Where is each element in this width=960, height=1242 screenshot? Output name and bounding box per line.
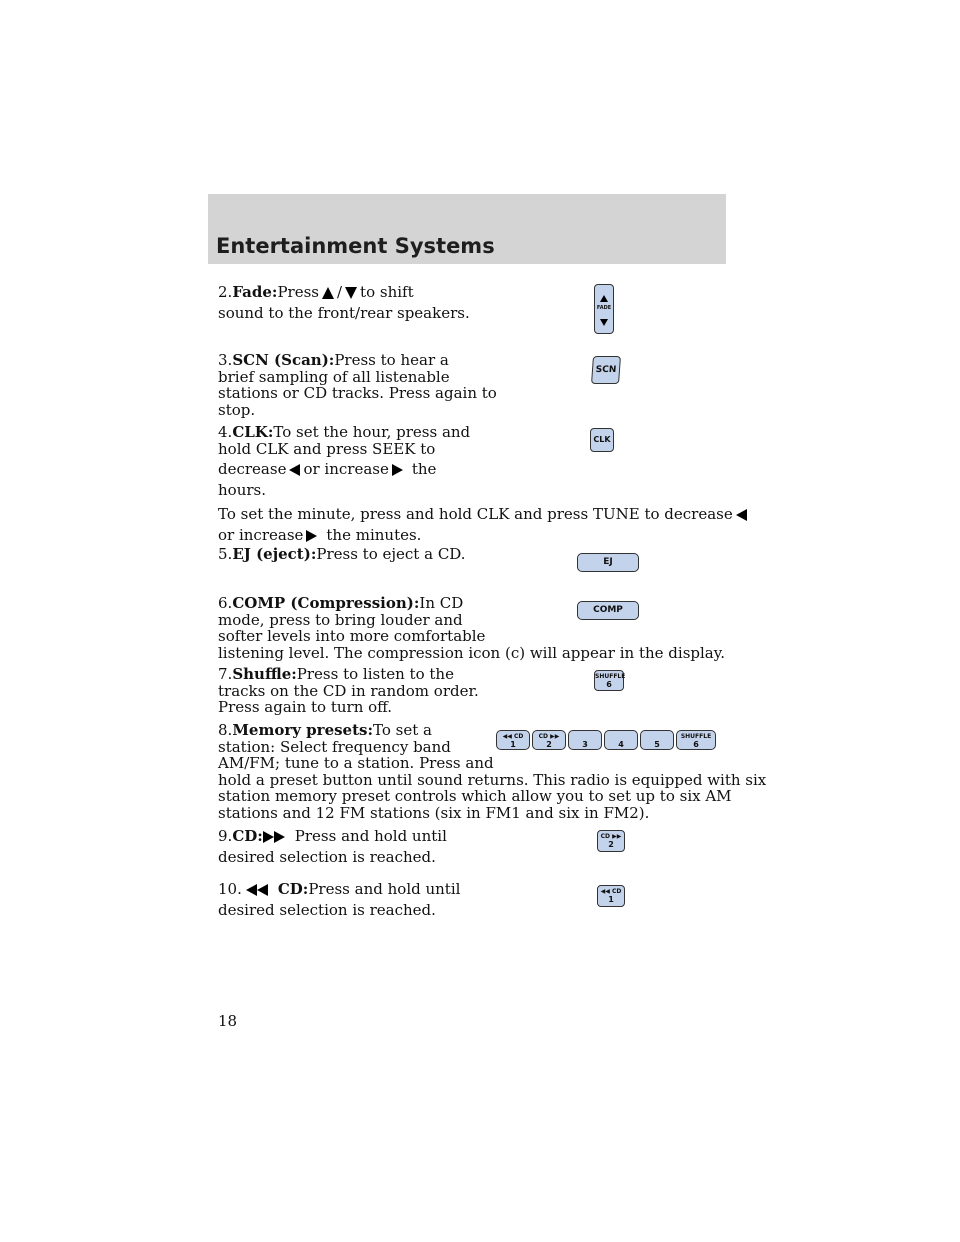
item-label: EJ (eject): (232, 545, 317, 563)
preset-number: 6 (693, 740, 699, 749)
compression-item (218, 595, 725, 661)
item-text: decrease (218, 460, 287, 478)
preset-number: 1 (510, 740, 516, 749)
cd-reverse-button-number: 1 (608, 895, 614, 904)
preset-number: 5 (654, 740, 660, 749)
item-label: CD: (232, 827, 263, 845)
item-text: Press to eject a CD. (316, 545, 466, 563)
cd-forward-button-label: CD ▶▶ (600, 833, 622, 840)
rewind-icon (257, 884, 268, 896)
preset-button-2[interactable] (532, 730, 566, 750)
clock-item (218, 424, 470, 498)
item-text: hold CLK and press SEEK to (218, 439, 436, 458)
item-text: Press again to turn off. (218, 698, 393, 716)
down-arrow-icon (600, 319, 608, 326)
item-text: Press and hold until (294, 827, 447, 845)
fade-button[interactable] (594, 284, 614, 334)
cd-forward-button[interactable] (597, 830, 625, 852)
item-number: 8. (218, 721, 233, 739)
item-label: Fade: (232, 283, 278, 301)
item-number: 5. (218, 545, 233, 563)
item-text: to shift (360, 283, 414, 301)
item-label: SCN (Scan): (232, 351, 335, 369)
item-text: hold a preset button until sound returns. This radio is equipped with six (218, 770, 767, 789)
right-arrow-icon (392, 464, 403, 476)
preset-button-6[interactable] (676, 730, 716, 750)
scan-item (218, 352, 497, 418)
left-arrow-icon (736, 509, 747, 521)
cd-reverse-item (218, 881, 460, 918)
item-text: tracks on the CD in random order. (218, 681, 479, 700)
section-header (208, 194, 726, 264)
fast-forward-icon (263, 831, 274, 843)
preset-button-3[interactable] (568, 730, 602, 750)
preset-label: CD ▶▶ (538, 733, 560, 740)
preset-label: SHUFFLE (680, 733, 712, 740)
clock-button[interactable]: CLK (590, 428, 614, 452)
item-text: stations and 12 FM stations (six in FM1 and six in FM2). (218, 803, 650, 822)
shuffle-button-label: SHUFFLE (595, 673, 626, 680)
item-text: station memory preset controls which allow you to set up to six AM (218, 787, 732, 805)
down-arrow-icon (345, 287, 357, 299)
item-text: / (336, 283, 343, 301)
clock-minute-text (218, 506, 750, 543)
item-text: sound to the front/rear speakers. (218, 303, 470, 322)
preset-label: ◀◀ CD (502, 733, 524, 740)
item-text: mode, press to bring louder and (218, 610, 463, 629)
item-number: 7. (218, 665, 233, 683)
item-text: hours. (218, 480, 266, 499)
item-text: softer levels into more comfortable (218, 627, 486, 645)
rewind-icon (246, 884, 257, 896)
preset-number: 4 (618, 740, 624, 749)
page-number: 18 (218, 1012, 238, 1030)
scan-button[interactable]: SCN (591, 356, 621, 384)
item-text: Press and hold until (308, 880, 461, 898)
cd-reverse-button-label: ◀◀ CD (600, 888, 622, 895)
item-text: Press to listen to the (296, 665, 454, 683)
item-number: 9. (218, 827, 233, 845)
preset-button-1[interactable] (496, 730, 530, 750)
item-text: or increase (218, 525, 304, 544)
item-number: 4. (218, 423, 233, 441)
item-text: or increase (303, 460, 389, 478)
shuffle-button[interactable] (594, 670, 624, 691)
left-arrow-icon (289, 464, 300, 476)
shuffle-item (218, 666, 479, 716)
item-number: 3. (218, 351, 233, 369)
section-title: Entertainment Systems (216, 234, 495, 258)
right-arrow-icon (306, 530, 317, 542)
item-text: In CD (419, 594, 464, 612)
item-text: To set a (373, 721, 432, 739)
cd-forward-button-number: 2 (608, 840, 614, 849)
item-number: 2. (218, 283, 233, 301)
item-number: 6. (218, 594, 233, 612)
item-label: Memory presets: (232, 721, 374, 739)
item-text: To set the hour, press and (273, 423, 471, 441)
preset-number: 3 (582, 740, 588, 749)
item-text: listening level. The compression icon (c) will appear in the display. (218, 643, 725, 662)
cd-reverse-button[interactable] (597, 885, 625, 907)
preset-number: 2 (546, 740, 552, 749)
item-text: Press to hear a (334, 351, 449, 369)
item-text: the (411, 460, 437, 478)
item-text: the minutes. (326, 525, 422, 544)
item-text: desired selection is reached. (218, 847, 436, 866)
item-text: brief sampling of all listenable (218, 367, 450, 386)
eject-item (218, 546, 466, 563)
item-text: AM/FM; tune to a station. Press and (218, 754, 494, 772)
item-label: CD: (277, 880, 309, 898)
fade-button-label: FADE (596, 305, 612, 311)
fast-forward-icon (274, 831, 285, 843)
item-text: Press (277, 283, 319, 301)
item-text: desired selection is reached. (218, 900, 436, 919)
up-arrow-icon (600, 295, 608, 302)
preset-button-4[interactable] (604, 730, 638, 750)
item-label: COMP (Compression): (232, 594, 420, 612)
item-text: stop. (218, 400, 256, 419)
up-arrow-icon (322, 287, 334, 299)
item-text: To set the minute, press and hold CLK and press TUNE to decrease (218, 505, 733, 523)
cd-forward-item (218, 828, 447, 865)
eject-button[interactable]: EJ (577, 553, 639, 572)
fade-item (218, 284, 470, 321)
item-text: station: Select frequency band (218, 737, 451, 756)
item-text: stations or CD tracks. Press again to (218, 384, 497, 402)
compression-button[interactable]: COMP (577, 601, 639, 620)
item-label: Shuffle: (232, 665, 297, 683)
item-label: CLK: (232, 423, 274, 441)
item-number: 10. (218, 880, 242, 898)
shuffle-button-number: 6 (606, 680, 612, 689)
preset-button-5[interactable] (640, 730, 674, 750)
